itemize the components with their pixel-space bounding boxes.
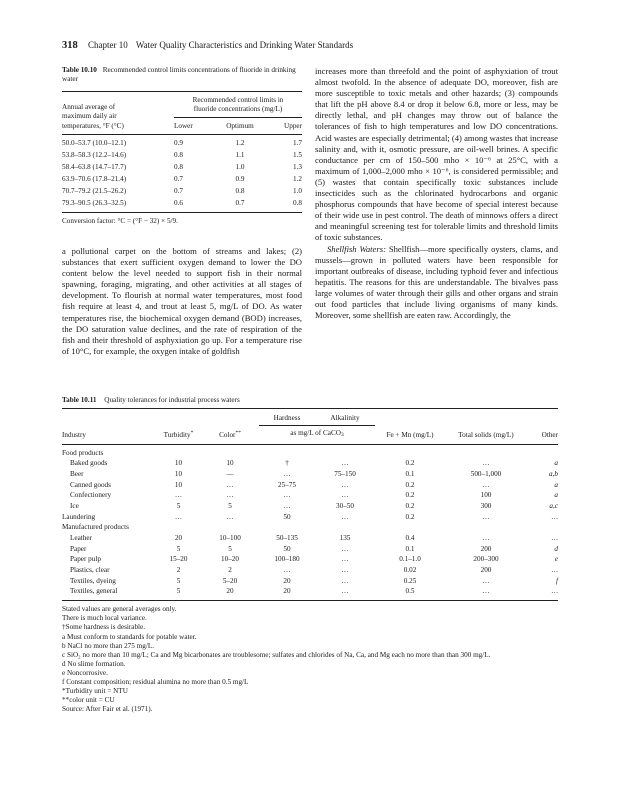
table-10-10	[62, 66, 302, 226]
table-row: Ice 5 5 … 30–50 0.2 300 a,c	[70, 501, 558, 510]
industrial-water-table	[62, 409, 558, 597]
footnote: c SiO₂ no more than 10 mg/L; Ca and Mg bicarbonates are troublesome; sulfates and chlorides of Na, Ca, and Mg each no more than than 300 mg/L.	[62, 650, 491, 659]
table-label: Table 10.11	[62, 396, 97, 404]
table-row: Plastics, clear 2 2 … … 0.02 200 …	[70, 565, 558, 574]
page-number: 318	[62, 40, 78, 51]
col-group-alkalinity: Alkalinity	[330, 414, 360, 423]
col-header-caco3: as mg/L of CaCO3	[259, 425, 375, 444]
col-header-total-solids: Total solids (mg/L)	[458, 430, 514, 439]
footnote: f Constant composition; residual alumina no more than 0.5 mg/L	[62, 678, 249, 687]
paragraph: increases more than threefold and the point of asphyxiation of trout almost twofold. In the absence of adequate DO, moreover, fish are more susceptible to toxic metals and other hazards; (3) compounds that lift the pH above 8.4 or drop it below 6.8, more or less, may be directly lethal, and pH changes may throw out of balance the tolerances of fish to high temperatures and low DO concentrations. Acid wastes are especially detrimental; (4) among wastes that increase salinity and, with it, osmotic pressure, are oil-well brines. A specific conductance per cm of 150–500 mho × 10⁻⁶ at 25°C, with a maximum of 1,000–2,000 mho × 10⁻⁶, is considered permissible; and (5) wastes that contain specifically toxic substances include insecticides such as the chlorinated hydrocarbons and organic phosphorus compounds that have become of special interest because of their wide use in pest control. The death of minnows offers a direct and meaningful screening test for tolerable limits and threshold limits of toxic substances.	[315, 66, 558, 243]
table-row: 63.9–70.6 (17.8–21.4) 0.7 0.9 1.2	[62, 175, 302, 184]
col-header-turbidity: Turbidity*	[163, 429, 194, 439]
paragraph-shellfish: Shellfish Waters: Shellfish—more specifically oysters, clams, and mussels—grown in polluted waters have been responsible for important outbreaks of disease, including typhoid fever and infectious hepatitis. The reasons for this are understandable. The bivalves pass large volumes of water through their gills and other organs and strain out food particles that include living organisms of many kinds. Moreover, some shellfish are eaten raw. Accordingly, the	[315, 243, 558, 321]
table-row: Laundering … … 50 … 0.2 … …	[62, 512, 558, 521]
table-row: Textiles, general 5 20 20 … 0.5 … …	[70, 587, 558, 596]
table-body	[62, 448, 558, 597]
table-caption-text: Quality tolerances for industrial process waters	[104, 396, 240, 404]
footnote: a Must conform to standards for potable water.	[62, 632, 197, 641]
table-label: Table 10.10	[62, 66, 97, 74]
table-row: Beer 10 — … 75–150 0.1 500–1,000 a,b	[70, 469, 558, 478]
table-caption-text: Recommended control limits concentrations of fluoride in drinking water	[62, 66, 296, 84]
col-header-optimum: Optimum	[226, 121, 254, 130]
table-row: 70.7–79.2 (21.5–26.2) 0.7 0.8 1.0	[62, 187, 302, 196]
table-10-11	[62, 396, 558, 714]
col-header-color: Color**	[219, 429, 241, 439]
chapter-title: Water Quality Characteristics and Drinking Water Standards	[135, 40, 354, 50]
table-caption	[62, 66, 302, 85]
footnote: **color unit = CU	[62, 696, 115, 705]
table-footnotes	[62, 605, 558, 714]
left-column-text	[62, 246, 302, 357]
footnote: Stated values are general averages only.	[62, 605, 177, 614]
table-row: Food products	[62, 448, 104, 457]
footnote: Source: After Fair et al. (1971).	[62, 705, 153, 714]
table-note: Conversion factor: °C = (°F − 32) × 5/9.	[62, 217, 178, 226]
col-header-lower: Lower	[174, 121, 193, 130]
col-header-other: Other	[541, 430, 558, 439]
footnote: †Some hardness is desirable.	[62, 623, 146, 632]
table-row: Leather 20 10–100 50–135 135 0.4 … …	[70, 533, 558, 542]
table-row: Canned goods 10 … 25–75 … 0.2 … a	[70, 480, 558, 489]
table-row: Baked goods 10 10 † … 0.2 … a	[70, 459, 558, 468]
table-row: 79.3–90.5 (26.3–32.5) 0.6 0.7 0.8	[62, 199, 302, 208]
chapter-label: Chapter 10	[88, 40, 128, 50]
table-row: 53.8–58.3 (12.2–14.6) 0.8 1.1 1.5	[62, 151, 302, 160]
paragraph: a pollutional carpet on the bottom of streams and lakes; (2) substances that exert sufficient oxygen demand to lower the DO content below the level needed to support fish in their normal spawning, foraging, migrating, and other activities at all stages of development. To flourish at normal water temperatures, most food fish require at least 4, and trout at least 5, mg/L of DO. As water temperatures rise, the biochemical oxygen demand (BOD) increases, the DO saturation value declines, and the rate of respiration of the fish and their threshold of asphyxiation go up. For a temperature rise of 10°C, for example, the oxygen intake of goldfish	[62, 246, 302, 356]
table-row: Confectionery … … … … 0.2 100 a	[70, 491, 558, 500]
table-caption	[62, 396, 558, 405]
table-bottom-rule	[62, 600, 558, 601]
table-row: Paper 5 5 50 … 0.1 200 d	[70, 544, 558, 553]
col-group-hardness: Hardness	[273, 414, 301, 423]
footnote: b NaCl no more than 275 mg/L.	[62, 641, 155, 650]
footnote: *Turbidity unit = NTU	[62, 687, 128, 696]
col-group-header-fluoride: Recommended control limits in fluoride concentrations (mg/L)	[174, 92, 302, 120]
col-header-temperature: Annual average of maximum daily air temperatures, °F (°C)	[62, 102, 124, 130]
table-row: Manufactured products	[62, 523, 129, 532]
footnote: There is much local variance.	[62, 614, 147, 623]
running-header	[62, 40, 353, 51]
col-header-upper: Upper	[284, 121, 302, 130]
table-row: Paper pulp 15–20 10–20 100–180 … 0.1–1.0 200–300 e	[70, 555, 558, 564]
table-bottom-rule	[62, 212, 302, 213]
table-row: Textiles, dyeing 5 5–20 20 … 0.25 … f	[70, 576, 558, 585]
col-header-industry: Industry	[62, 430, 86, 439]
footnote: d No slime formation.	[62, 659, 126, 668]
fluoride-table	[62, 92, 302, 210]
table-row: 50.0–53.7 (10.0–12.1) 0.9 1.2 1.7	[62, 139, 302, 148]
right-column-text	[315, 66, 558, 321]
footnote: e Noncorrosive.	[62, 668, 108, 677]
col-header-fe-mn: Fe + Mn (mg/L)	[386, 430, 434, 439]
table-row: 58.4–63.8 (14.7–17.7) 0.8 1.0 1.3	[62, 163, 302, 172]
